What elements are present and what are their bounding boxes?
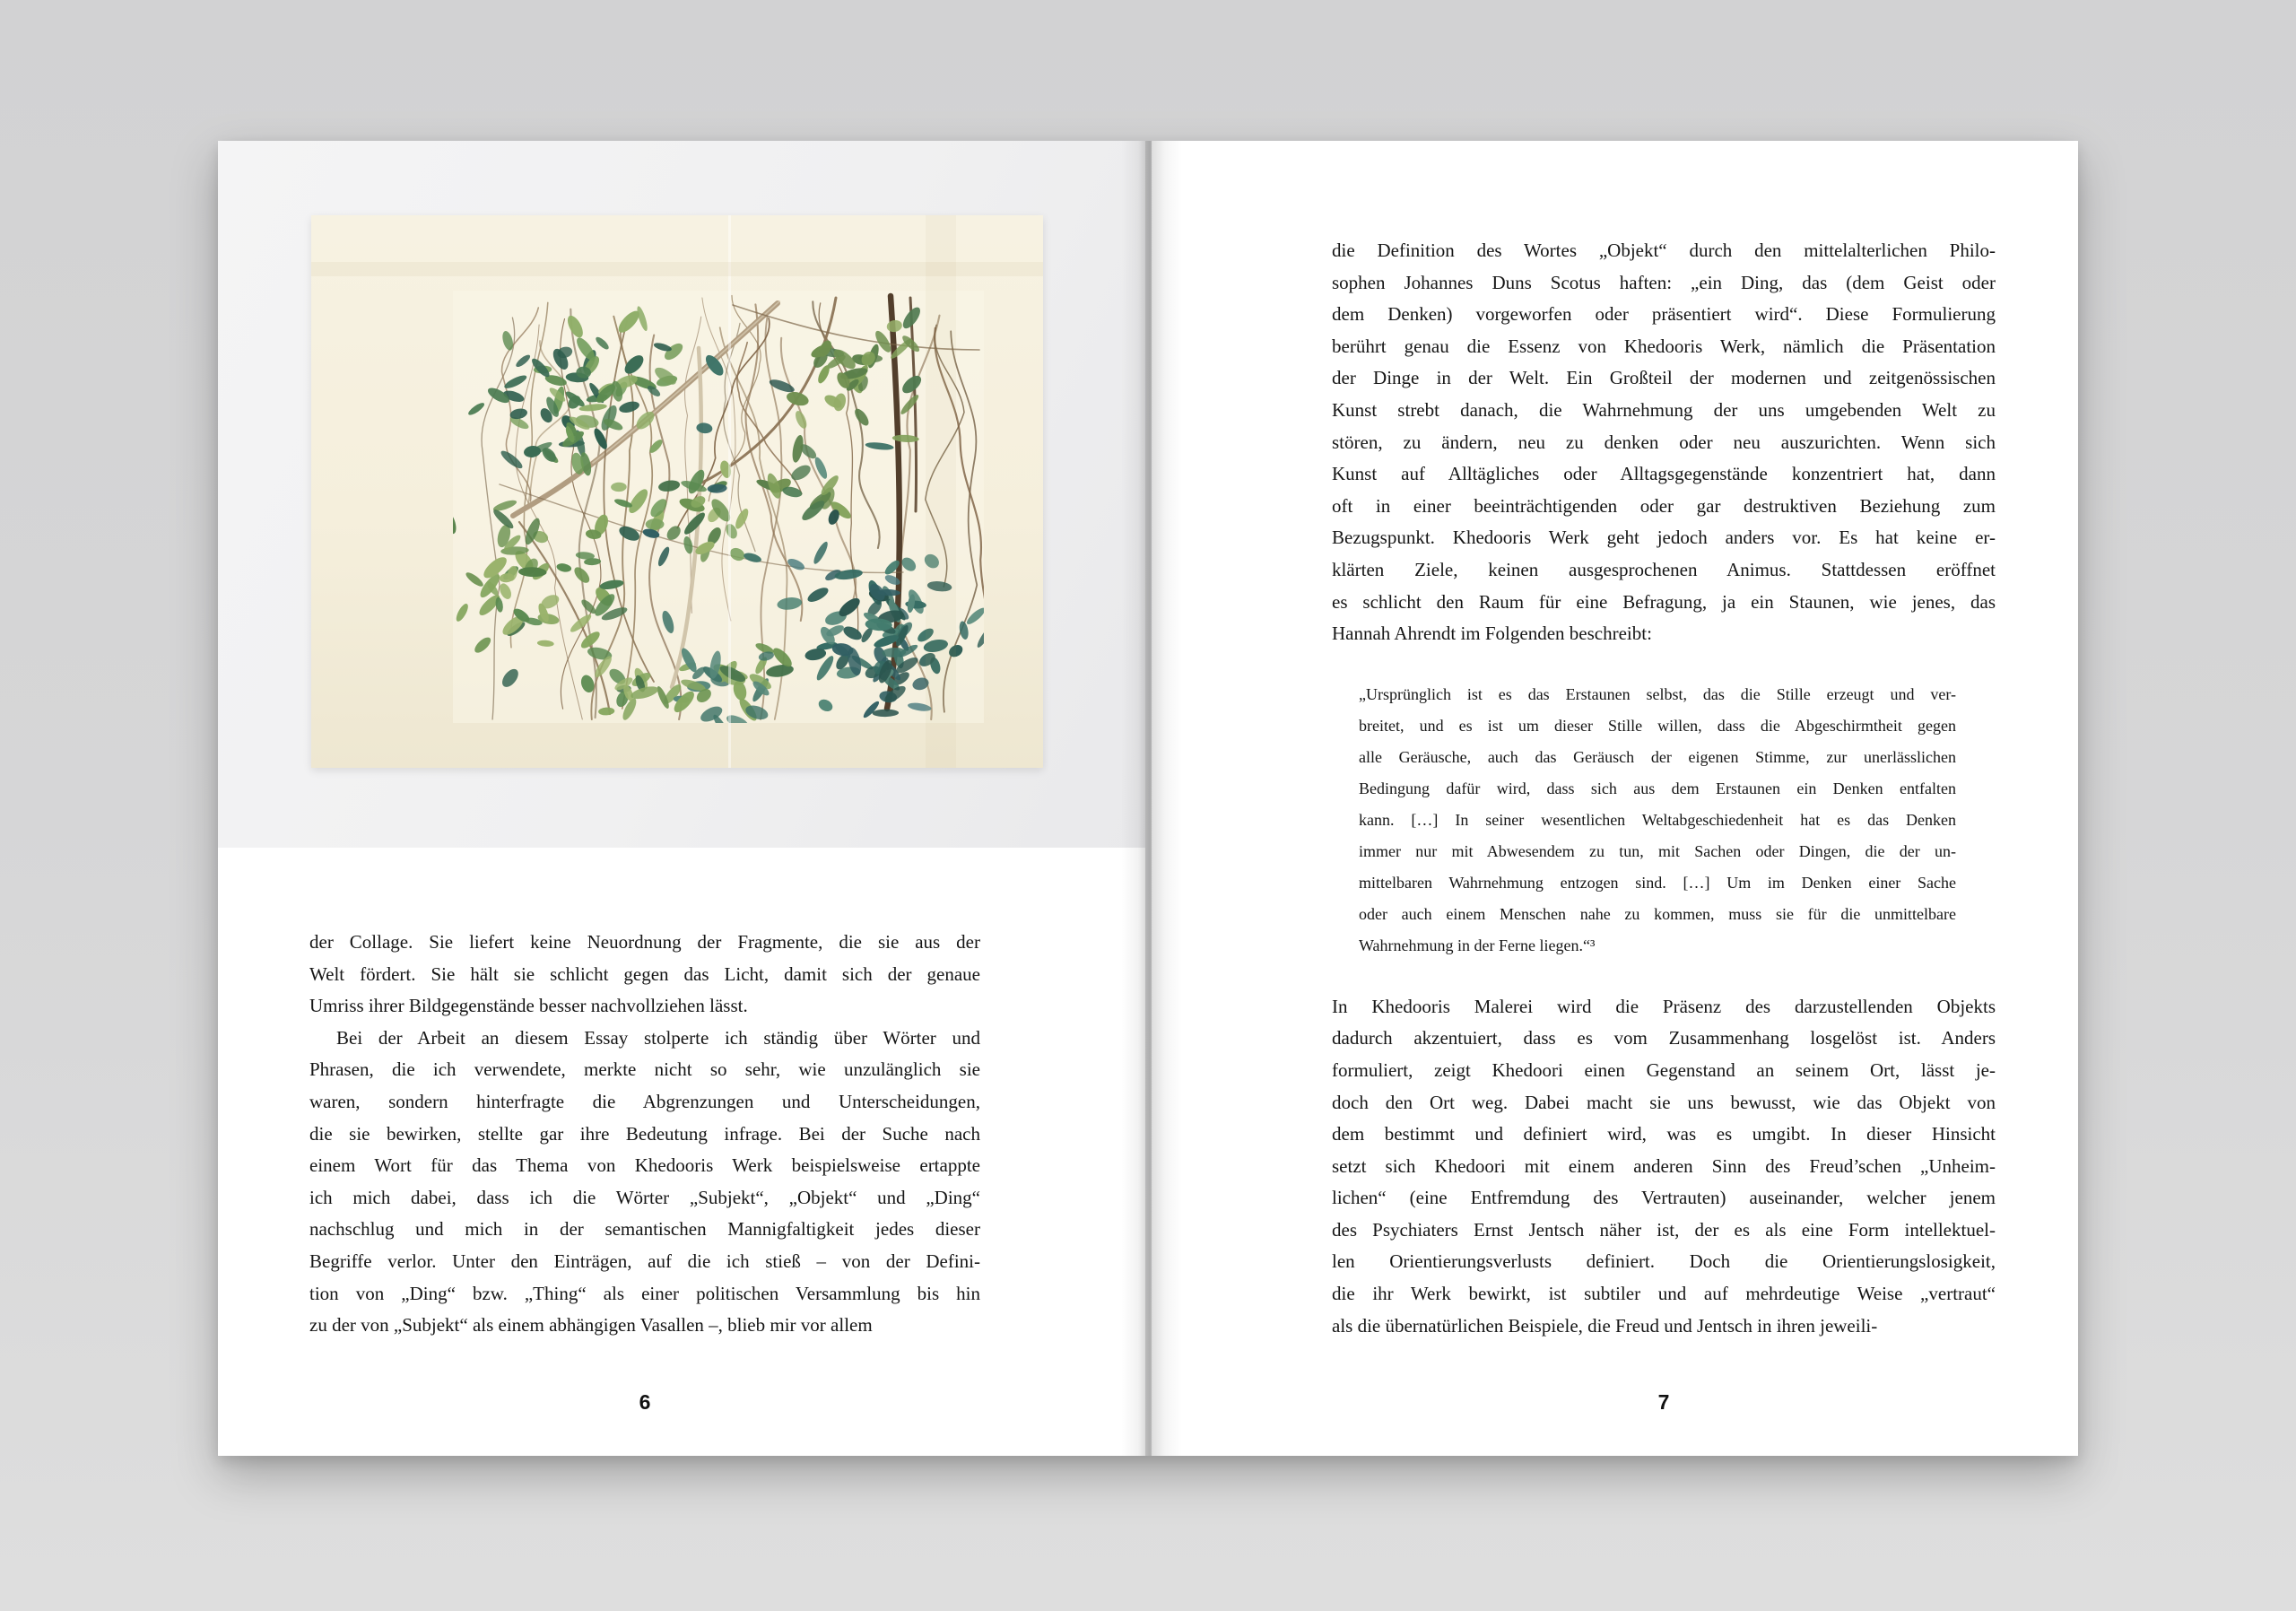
text-line: Kunst auf Alltägliches oder Alltagsgegenstände konzentriert hat, dann <box>1332 463 1996 485</box>
text-line: Wahrnehmung in der Ferne liegen.“³ <box>1359 936 1596 954</box>
text-line: Bedingung dafür wird, dass sich aus dem Erstaunen ein Denken entfalten <box>1359 779 1956 797</box>
paper-tone-band <box>926 215 956 768</box>
text-line: einem Wort für das Thema von Khedooris Werk beispielsweise ertappte <box>309 1154 980 1177</box>
text-line: kann. […] In seiner wesentlichen Weltabgeschiedenheit hat es das Denken <box>1359 810 1956 829</box>
paragraph-khedoori-malerei <box>1332 991 1996 1343</box>
text-line: die sie bewirken, stellte gar ihre Bedeutung infrage. Bei der Suche nach <box>309 1122 980 1145</box>
text-line: dem bestimmt und definiert wird, was es umgibt. In dieser Hinsicht <box>1332 1123 1996 1145</box>
text-line: Begriffe verlor. Unter den Einträgen, auf die ich stieß – von der Defini- <box>309 1250 980 1272</box>
paragraph-object-definition <box>1332 235 1996 650</box>
text-line: breitet, und es ist um dieser Stille willen, dass die Abgeschirmtheit gegen <box>1359 716 1956 735</box>
right-text-column <box>1332 235 1996 1342</box>
text-line: Bezugspunkt. Khedooris Werk geht jedoch anders vor. Es hat keine er- <box>1332 527 1996 549</box>
text-line: die Definition des Wortes „Objekt“ durch den mittelalterlichen Philo- <box>1332 239 1996 261</box>
paper-fold-line <box>728 215 731 768</box>
paragraph-essay-words <box>309 1023 980 1342</box>
text-line: lichen“ (eine Entfremdung des Vertrauten) auseinander, welcher jenem <box>1332 1187 1996 1209</box>
artwork-plate <box>218 141 1145 848</box>
gutter-shadow <box>1121 141 1182 1456</box>
text-line: alle Geräusche, auch das Geräusch der eigenen Stimme, zur unerlässlichen <box>1359 747 1956 766</box>
text-line: berührt genau die Essenz von Khedooris Werk, nämlich die Präsentation <box>1332 335 1996 357</box>
text-line: die ihr Werk bewirkt, ist subtiler und auf mehrdeutige Weise „vertraut“ <box>1332 1283 1996 1305</box>
page-number-right: 7 <box>1657 1390 1670 1414</box>
page-number-left: 6 <box>639 1390 651 1414</box>
text-line: „Ursprünglich ist es das Erstaunen selbst, das die Stille erzeugt und ver- <box>1359 684 1956 703</box>
text-line: oft in einer beeinträchtigenden oder gar destruktiven Beziehung zum <box>1332 494 1996 517</box>
text-line: klärten Ziele, keinen ausgesprochenen Animus. Stattdessen eröffnet <box>1332 558 1996 580</box>
text-line: doch den Ort weg. Dabei macht sie uns bewusst, wie das Objekt von <box>1332 1091 1996 1113</box>
left-text-column <box>309 927 980 1342</box>
text-line: zu der von „Subjekt“ als einem abhängigen Vasallen –, blieb mir vor allem <box>309 1314 873 1337</box>
text-line: ich mich dabei, dass ich die Wörter „Subjekt“, „Objekt“ und „Ding“ <box>309 1186 980 1208</box>
text-line: Hannah Ahrendt im Folgenden beschreibt: <box>1332 623 1652 645</box>
page-left <box>218 141 1145 1456</box>
text-line: stören, zu ändern, neu zu denken oder neu auszurichten. Wenn sich <box>1332 431 1996 453</box>
text-line: Phrasen, die ich verwendete, merkte nicht so sehr, wie unzulänglich sie <box>309 1058 980 1081</box>
text-line: In Khedooris Malerei wird die Präsenz des darzustellenden Objekts <box>1332 995 1996 1017</box>
text-line: der Dinge in der Welt. Ein Großteil der modernen und zeitgenössischen <box>1332 367 1996 389</box>
book-spread <box>218 141 2078 1456</box>
text-line: es schlicht den Raum für eine Befragung, ja ein Staunen, wie jenes, das <box>1332 590 1996 613</box>
text-line: Bei der Arbeit an diesem Essay stolperte ich ständig über Wörter und <box>336 1026 980 1049</box>
text-line: der Collage. Sie liefert keine Neuordnung der Fragmente, die sie aus der <box>309 931 980 953</box>
text-line: formuliert, zeigt Khedoori einen Gegenstand an seinem Ort, lässt je- <box>1332 1058 1996 1081</box>
text-line: sophen Johannes Duns Scotus haften: „ein Ding, das (dem Geist oder <box>1332 271 1996 293</box>
text-line: tion von „Ding“ bzw. „Thing“ als einer politischen Versammlung bis hin <box>309 1282 980 1304</box>
text-line: oder auch einem Menschen nahe zu kommen, muss sie für die unmittelbare <box>1359 904 1956 923</box>
text-line: Welt fördert. Sie hält sie schlicht gegen das Licht, damit sich der genaue <box>309 962 980 985</box>
text-line: als die übernatürlichen Beispiele, die Freud und Jentsch in ihren jeweili- <box>1332 1314 1878 1337</box>
text-line: dadurch akzentuiert, dass es vom Zusammenhang losgelöst ist. Anders <box>1332 1027 1996 1049</box>
text-line: dem Denken) vorgeworfen oder präsentiert wird“. Diese Formulierung <box>1332 303 1996 326</box>
text-line: len Orientierungsverlusts definiert. Doch die Orientierungslosigkeit, <box>1332 1250 1996 1273</box>
text-line: des Psychiaters Ernst Jentsch näher ist, der es als eine Form intellektuel- <box>1332 1218 1996 1241</box>
artwork-paper <box>311 215 1043 768</box>
paragraph-collage <box>309 927 980 1023</box>
text-line: nachschlug und mich in der semantischen Mannigfaltigkeit jedes dieser <box>309 1218 980 1241</box>
text-line: waren, sondern hinterfragte die Abgrenzungen und Unterscheidungen, <box>309 1090 980 1112</box>
text-line: Umriss ihrer Bildgegenstände besser nachvollziehen lässt. <box>309 995 748 1017</box>
blockquote-arendt <box>1359 679 1956 962</box>
text-line: setzt sich Khedoori mit einem anderen Sinn des Freud’schen „Unheim- <box>1332 1154 1996 1177</box>
text-line: mittelbaren Wahrnehmung entzogen sind. […] Um im Denken einer Sache <box>1359 873 1956 892</box>
text-line: immer nur mit Abwesendem zu tun, mit Sachen oder Dingen, die der un- <box>1359 841 1956 860</box>
text-line: Kunst strebt danach, die Wahrnehmung der uns umgebenden Welt zu <box>1332 398 1996 421</box>
page-right <box>1152 141 2078 1456</box>
